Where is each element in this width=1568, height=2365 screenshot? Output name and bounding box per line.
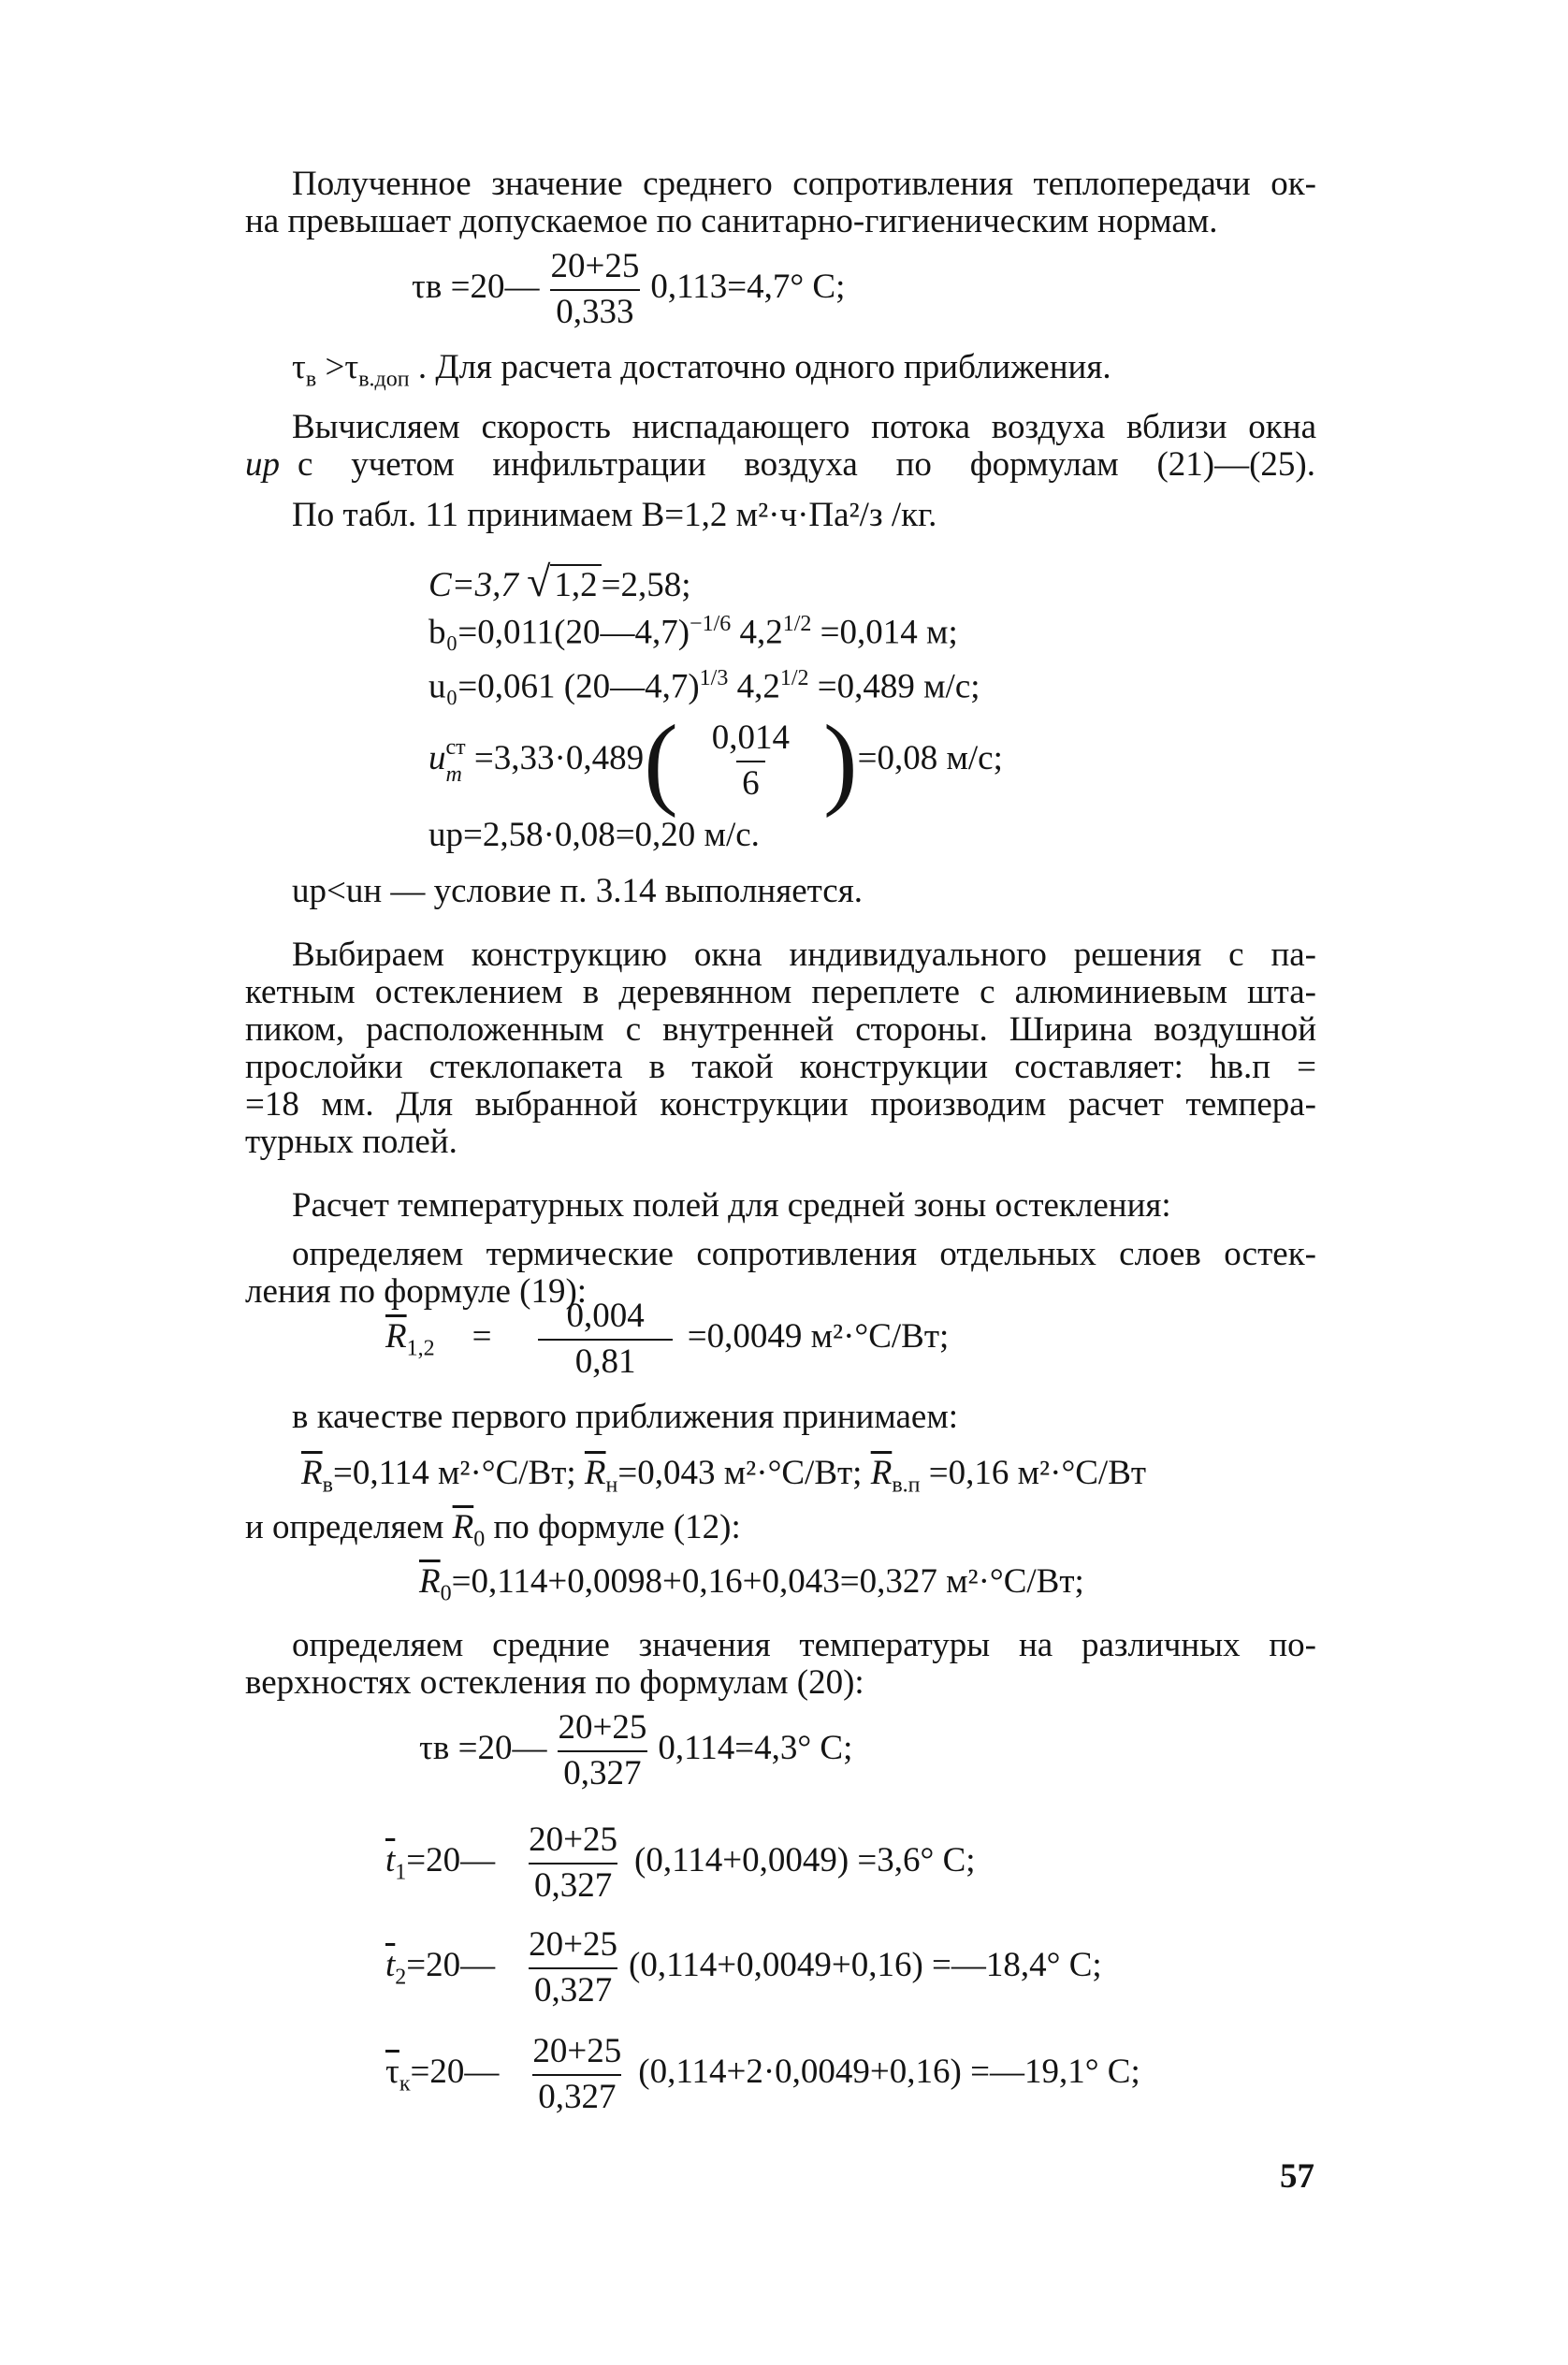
tk-sub: к <box>399 2071 411 2097</box>
r-v-sub: в <box>322 1473 333 1498</box>
r-n-symbol: $\overline{R}$ <box>584 1454 606 1492</box>
umt-rhs: =0,08 м/с; <box>857 739 1003 778</box>
r0-sub: 0 <box>473 1527 486 1552</box>
r-vp-value: =0,16 м²·°C/Вт <box>920 1454 1147 1492</box>
b0-exp2: 1/2 <box>782 612 812 636</box>
umt-sup: ст <box>445 734 466 760</box>
line-text: . Для расчета достаточно одного приближения. <box>409 348 1111 386</box>
r-n-sub: н <box>605 1473 618 1498</box>
denominator: 0,333 <box>550 289 639 333</box>
para9-line1: определяем средние значения температуры на различных по- <box>292 1626 1316 1664</box>
para2-symbol <box>245 445 280 486</box>
para1-line1: Полученное значение среднего сопротивления теплопередачи ок- <box>292 165 1316 203</box>
t2-symbol: $\overline{t}$ <box>385 1946 396 1985</box>
equation-c <box>428 558 691 607</box>
r0-symbol: $\overline{R}$ <box>452 1508 474 1546</box>
eq-rhs: (0,114+0,0049+0,16) =—18,4° C; <box>629 1946 1102 1985</box>
denominator: 0,327 <box>558 1750 646 1794</box>
eq-rhs: 0,114=4,3° C; <box>658 1729 853 1768</box>
tk-symbol: $\overline{\tau}$ <box>385 2053 399 2092</box>
para8-pre: и определяем <box>245 1508 453 1546</box>
para5: Расчет температурных полей для средней зоны остекления: <box>292 1186 1171 1225</box>
tau-symbol: τ <box>292 348 306 386</box>
r0-sub: 0 <box>440 1581 452 1606</box>
sqrt-radicand: 1,2 <box>550 564 601 604</box>
para8 <box>245 1508 741 1553</box>
r12-fraction <box>529 1297 681 1382</box>
umt-sub: m <box>445 762 462 787</box>
para4-line6: турных полей. <box>245 1123 457 1161</box>
numerator: 20+25 <box>550 247 640 285</box>
eq-lhs: =20— <box>406 1841 496 1880</box>
equation-t2 <box>385 1925 1102 2010</box>
tau-sub: в <box>305 367 317 392</box>
umt-indices <box>446 734 466 789</box>
equation-u0 <box>428 666 980 707</box>
r-vp-sub: в.п <box>892 1473 921 1498</box>
para4-line1: Выбираем конструкцию окна индивидуального решения с па- <box>292 936 1316 974</box>
para6-line2: ления по формуле (19): <box>245 1272 588 1311</box>
para3: По табл. 11 принимаем B=1,2 м²·ч·Па²/з /кг. <box>292 496 937 534</box>
fraction <box>523 1925 623 2010</box>
eq-lhs: τв =20— <box>412 268 540 307</box>
equation-b0 <box>428 612 958 653</box>
para9-line2: верхностях остекления по формулам (20): <box>245 1663 864 1702</box>
fraction <box>552 1708 652 1793</box>
para6-line1: определяем термические сопротивления отдельных слоев остек- <box>292 1235 1316 1273</box>
para7: в качестве первого приближения принимаем: <box>292 1398 959 1436</box>
numerator: 20+25 <box>529 1821 618 1859</box>
eq-rhs: 0,113=4,7° C; <box>650 268 846 307</box>
t2-sub: 2 <box>395 1965 407 1990</box>
page-number: 57 <box>1280 2157 1314 2196</box>
t1-symbol: $\overline{t}$ <box>385 1841 396 1880</box>
para4-line2: кетным остеклением в деревянном переплете с алюминиевым шта- <box>245 973 1316 1011</box>
equation-r12 <box>385 1297 949 1382</box>
numerator: 0,004 <box>566 1297 645 1335</box>
numerator: 20+25 <box>532 2032 622 2070</box>
eq-lhs: =20— <box>406 1946 496 1985</box>
equation-umt <box>428 704 1003 819</box>
equals: = <box>472 1317 492 1357</box>
r-vp-symbol: $\overline{R}$ <box>870 1454 893 1492</box>
fraction <box>544 247 645 332</box>
c-rhs: =2,58; <box>601 566 691 604</box>
r-v-value: =0,114 м²·°C/Вт; <box>332 1454 576 1492</box>
equation-up: uр=2,58·0,08=0,20 м/с. <box>428 816 760 854</box>
tau-allow-sub: в.доп <box>358 367 410 392</box>
umt-fraction <box>706 718 795 804</box>
eq-rhs: (0,114+2·0,0049+0,16) =—19,1° C; <box>638 2053 1140 2092</box>
b0-mid: 4,2 <box>731 613 783 652</box>
umt-symbol: u <box>428 739 446 778</box>
denominator: 0,81 <box>538 1339 674 1383</box>
para2-line2: с учетом инфильтрации воздуха по формулам (21)—(25). <box>298 445 1315 484</box>
equation-r0 <box>419 1562 1084 1607</box>
denominator: 0,327 <box>529 1863 617 1907</box>
u0-exp2: 1/2 <box>779 666 809 690</box>
fraction <box>527 2032 627 2117</box>
r-v-symbol: $\overline{R}$ <box>301 1454 323 1492</box>
eq-lhs: =20— <box>410 2053 500 2092</box>
para4-line5: =18 мм. Для выбранной конструкции производим расчет темпера- <box>245 1085 1316 1124</box>
eq-rhs: (0,114+0,0049) =3,6° C; <box>634 1841 976 1880</box>
equation-tau-v-2 <box>419 1708 852 1793</box>
right-paren: ) <box>822 704 858 819</box>
b0-exp1: −1/6 <box>690 612 732 636</box>
para4-line4: прослойки стеклопакета в такой конструкции составляет: hв.п = <box>245 1048 1316 1086</box>
numerator: 20+25 <box>558 1708 647 1747</box>
b0-rhs: =0,014 м; <box>811 613 958 652</box>
c-lhs: C=3,7 <box>428 566 518 604</box>
r0-rhs: =0,114+0,0098+0,16+0,043=0,327 м²·°C/Вт; <box>451 1562 1084 1601</box>
u-p-symbol: uр <box>245 445 280 484</box>
left-paren: ( <box>644 704 678 819</box>
umt-mid: =3,33·0,489 <box>465 739 645 778</box>
t1-sub: 1 <box>395 1860 407 1885</box>
para8-post: по формуле (12): <box>485 1508 741 1546</box>
u0-mid: 4,2 <box>728 667 780 706</box>
sqrt-sign: √ <box>527 558 551 605</box>
r-sub: 1,2 <box>406 1336 435 1361</box>
equation-resistances <box>301 1454 1146 1499</box>
u0-lhs: u₀=0,061 (20—4,7) <box>428 667 700 706</box>
numerator: 20+25 <box>529 1925 618 1964</box>
condition-line: uр<uн — условие п. 3.14 выполняется. <box>292 872 863 910</box>
para2-line1: Вычисляем скорость ниспадающего потока воздуха вблизи окна <box>292 408 1316 446</box>
numerator: 0,014 <box>711 718 790 757</box>
fraction <box>523 1821 623 1906</box>
equation-tau-v-1 <box>412 247 845 332</box>
r12-rhs: =0,0049 м²·°C/Вт; <box>687 1317 950 1357</box>
r0-symbol: $\overline{R}$ <box>419 1562 441 1601</box>
denominator: 0,327 <box>529 1967 617 2011</box>
r-n-value: =0,043 м²·°C/Вт; <box>617 1454 863 1492</box>
gt-sign: >τ <box>316 348 359 386</box>
denominator: 6 <box>736 761 765 805</box>
para1-line2: на превышает допускаемое по санитарно-гигиеническим нормам. <box>245 202 1218 240</box>
b0-lhs: b₀=0,011(20—4,7) <box>428 613 690 652</box>
line-tau-comparison <box>292 348 1111 393</box>
equation-tk <box>385 2032 1140 2117</box>
r-symbol: $\overline{R}$ <box>385 1317 407 1357</box>
eq-lhs: τв =20— <box>419 1729 547 1768</box>
para4-line3: пиком, расположенным с внутренней стороны. Ширина воздушной <box>245 1010 1316 1049</box>
denominator: 0,327 <box>532 2074 621 2118</box>
equation-t1 <box>385 1821 976 1906</box>
u0-exp1: 1/3 <box>699 666 729 690</box>
u0-rhs: =0,489 м/с; <box>808 667 980 706</box>
